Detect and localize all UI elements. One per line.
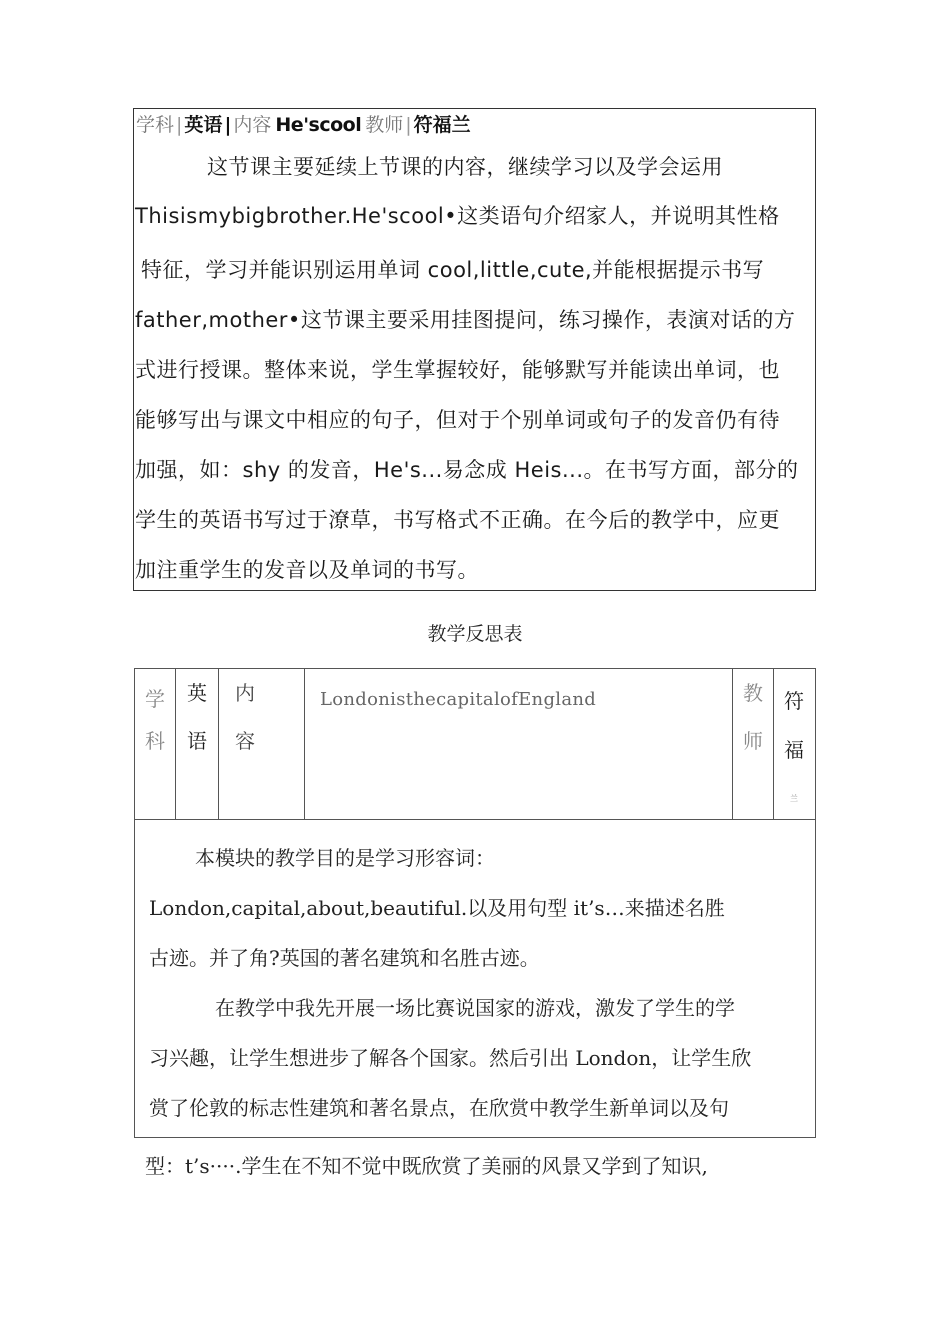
text-line-continued: 型：t’s····.学生在不知不觉中既欣赏了美丽的风景又学到了知识, <box>145 1154 708 1178</box>
text-line: 加注重学生的发音以及单词的书写。 <box>135 558 479 582</box>
subject-value-cell <box>176 669 219 819</box>
subject-label-cell <box>135 669 176 819</box>
teacher-label: 教师 <box>365 114 404 136</box>
teacher-value: 符福兰 <box>413 114 471 136</box>
divider: | <box>176 114 183 136</box>
text-line: 赏了伦敦的标志性建筑和著名景点，在欣赏中教学生新单词以及句 <box>149 1096 729 1120</box>
table2-title: 教学反思表 <box>427 623 523 645</box>
teacher-label-char: 师 <box>743 729 763 753</box>
table1-header-row <box>136 111 471 139</box>
subject-label: 学科 <box>136 114 175 136</box>
subject-value-char: 英 <box>187 681 207 705</box>
teacher-value-char: 符 <box>784 689 804 713</box>
text-line: 式进行授课。整体来说，学生掌握较好，能够默写并能读出单词，也 <box>135 358 780 382</box>
text-line: London,capital,about,beautiful.以及用句型 it’s…来描述名胜 <box>149 896 725 920</box>
text-line: Thisismybigbrother.He'scool•这类语句介绍家人，并说明其性格 <box>135 204 780 228</box>
text-line: 特征，学习并能识别运用单词 cool,little,cute,并能根据提示书写 <box>141 258 765 282</box>
reflection-table-1 <box>133 108 816 591</box>
text-line: 加强，如：shy 的发音，He's...易念成 Heis...。在书写方面，部分的 <box>135 458 799 482</box>
teacher-label-char: 教 <box>743 681 763 705</box>
table1-reflection-text <box>135 147 815 595</box>
content-label-cell <box>219 669 305 819</box>
divider: | <box>224 114 232 136</box>
text-line: 在教学中我先开展一场比赛说国家的游戏，激发了学生的学 <box>215 996 735 1020</box>
content-value-cell <box>305 669 733 819</box>
teacher-value-cell <box>774 669 815 819</box>
text-line: 本模块的教学目的是学习形容词： <box>195 846 495 870</box>
content-value: He'scool <box>275 114 362 136</box>
subject-label-char: 学 <box>145 687 165 711</box>
teacher-value-char: 福 <box>784 738 804 762</box>
divider: | <box>405 114 412 136</box>
text-line: 习兴趣，让学生想进步了解各个国家。然后引出 London，让学生欣 <box>149 1046 752 1070</box>
subject-value: 英语 <box>184 114 223 136</box>
content-label-char: 容 <box>235 729 255 753</box>
subject-label-char: 科 <box>145 729 165 753</box>
text-line: 这节课主要延续上节课的内容，继续学习以及学会运用 <box>207 155 723 179</box>
teacher-value-char: 兰 <box>790 794 798 803</box>
content-label-char: 内 <box>235 681 255 705</box>
content-label: 内容 <box>233 114 272 136</box>
reflection-table-2 <box>134 668 816 1138</box>
row-divider <box>135 819 815 820</box>
table2-reflection-text <box>149 839 809 1139</box>
text-line: 学生的英语书写过于潦草，书写格式不正确。在今后的教学中，应更 <box>135 508 780 532</box>
subject-value-char: 语 <box>187 729 207 753</box>
text-line: father,mother•这节课主要采用挂图提问，练习操作，表演对话的方 <box>135 308 796 332</box>
text-line: 古迹。并了角?英国的著名建筑和名胜古迹。 <box>149 946 540 970</box>
teacher-label-cell <box>733 669 774 819</box>
text-line: 能够写出与课文中相应的句子，但对于个别单词或句子的发音仍有待 <box>135 408 780 432</box>
content-value: LondonisthecapitalofEngland <box>320 689 597 710</box>
